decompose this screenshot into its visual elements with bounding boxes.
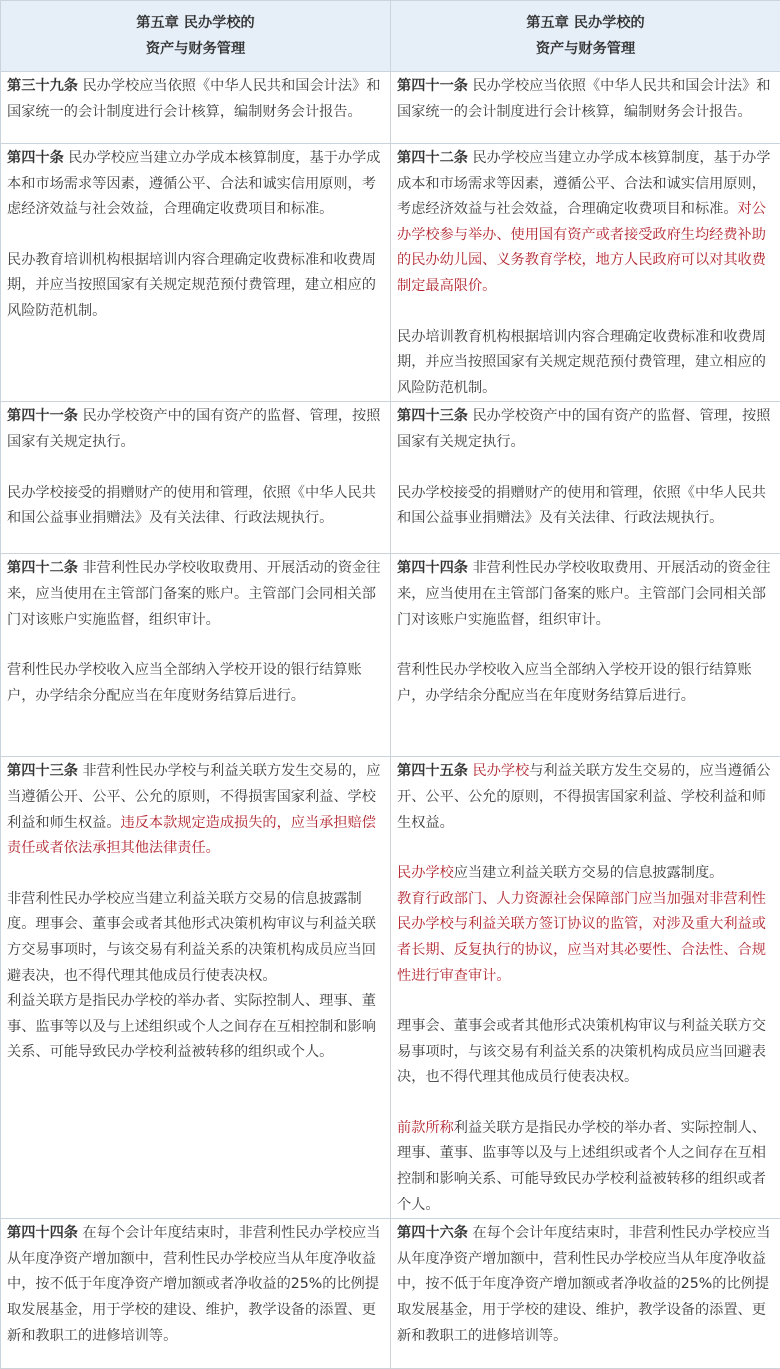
amended-text: 民办学校: [472, 763, 529, 779]
table-row: [1, 72, 780, 144]
article-text: 民办培训教育机构根据培训内容合理确定收费标准和收费周期，并应当按照国家有关规定规范预付费管理，建立相应的风险防范机制。: [397, 329, 766, 396]
article-number: 第四十四条: [397, 560, 468, 576]
article-number: 第四十一条: [397, 78, 468, 94]
article-number: 第四十三条: [397, 408, 468, 424]
old-heading-line-1: 第五章 民办学校的: [11, 10, 380, 36]
article-paragraph: [397, 1014, 774, 1091]
article-paragraph: [7, 989, 384, 1066]
article-text: 与利益关联方发生交易的，应当遵循公开、公平、公允的原则，不得损害国家利益、学校利益和师生权益。: [397, 763, 770, 830]
article-paragraph: [397, 146, 774, 300]
article-paragraph: [397, 404, 774, 455]
paragraph-gap: [397, 989, 774, 1014]
article-text: 在每个会计年度结束时，非营利性民办学校应当从年度净资产增加额中，营利性民办学校应当从年度净收益中，按不低于年度净资产增加额或者净收益的25%的比例提取发展基金，用于学校的建设、维护，教学设备的添置、更新和教职工的进修培训等。: [7, 1225, 380, 1343]
amended-text: 对公办学校参与举办、使用国有资产或者接受政府生均经费补助的民办幼儿园、义务教育学校，地方人民政府可以对其收费制定最高限价。: [397, 201, 766, 294]
table-row: [1, 1219, 780, 1369]
article-paragraph: [397, 861, 774, 887]
article-text: 民办学校应当建立办学成本核算制度，基于办学成本和市场需求等因素，遵循公平、合法和诚实信用原则，考虑经济效益与社会效益，合理确定收费项目和标准。: [7, 150, 380, 217]
new-version-heading: [391, 1, 780, 72]
article-text: 非营利性民办学校应当建立利益关联方交易的信息披露制度。理事会、董事会或者其他形式决策机构审议与利益关联方交易事项时，与该交易有利益关系的决策机构成员应当回避表决，也不得代理其他成员行使表决权。: [7, 891, 376, 984]
article-text: 营利性民办学校收入应当全部纳入学校开设的银行结算账户，办学结余分配应当在年度财务结算后进行。: [7, 662, 362, 704]
article-text: 民办教育培训机构根据培训内容合理确定收费标准和收费周期，并应当按照国家有关规定规范预付费管理，建立相应的风险防范机制。: [7, 252, 376, 319]
article-paragraph: [7, 481, 384, 532]
table-header-row: [1, 1, 780, 72]
article-paragraph: [7, 146, 384, 223]
paragraph-gap: [397, 456, 774, 481]
article-number: 第四十一条: [7, 408, 78, 424]
table-row: [1, 757, 780, 1219]
article-text: 在每个会计年度结束时，非营利性民办学校应当从年度净资产增加额中，营利性民办学校应当从年度净收益中，按不低于年度净资产增加额或者净收益的25%的比例提取发展基金，用于学校的建设、维护，教学设备的添置、更新和教职工的进修培训等。: [397, 1225, 770, 1343]
old-article-cell: [1, 144, 391, 402]
article-paragraph: [7, 1221, 384, 1349]
article-text: 利益关联方是指民办学校的举办者、实际控制人、理事、董事、监事等以及与上述组织或者个人之间存在互相控制和影响关系、可能导致民办学校利益被转移的组织或者个人。: [397, 1120, 766, 1213]
old-article-cell: [1, 554, 391, 757]
new-article-cell: [391, 554, 780, 757]
amended-text: 前款所称: [397, 1120, 454, 1136]
new-article-cell: [391, 1219, 780, 1369]
table-row: [1, 144, 780, 402]
paragraph-gap: [7, 633, 384, 658]
article-text: 利益关联方是指民办学校的举办者、实际控制人、理事、董事、监事等以及与上述组织或个人之间存在互相控制和影响关系、可能导致民办学校利益被转移的组织或个人。: [7, 993, 376, 1060]
new-article-cell: [391, 144, 780, 402]
article-paragraph: [7, 556, 384, 633]
article-paragraph: [397, 1221, 774, 1349]
article-text: 民办学校资产中的国有资产的监督、管理，按照国家有关规定执行。: [7, 408, 380, 450]
paragraph-gap: [7, 862, 384, 887]
article-text: 应当建立利益关联方交易的信息披露制度。: [454, 865, 724, 881]
old-heading-line-2: 资产与财务管理: [11, 36, 380, 62]
article-number: 第四十五条: [397, 763, 468, 779]
paragraph-gap: [397, 300, 774, 325]
article-text: 非营利性民办学校收取费用、开展活动的资金往来，应当使用在主管部门备案的账户。主管部门会同相关部门对该账户实施监督，组织审计。: [7, 560, 380, 627]
old-article-cell: [1, 1219, 391, 1369]
new-article-cell: [391, 402, 780, 554]
table-row: [1, 402, 780, 554]
new-article-cell: [391, 72, 780, 144]
article-text: 民办学校资产中的国有资产的监督、管理，按照国家有关规定执行。: [397, 408, 770, 450]
article-paragraph: [7, 74, 384, 125]
paragraph-gap: [7, 223, 384, 248]
article-paragraph: [397, 887, 774, 989]
new-heading-line-2: 资产与财务管理: [401, 36, 770, 62]
article-text: 民办学校接受的捐赠财产的使用和管理，依照《中华人民共和国公益事业捐赠法》及有关法律、行政法规执行。: [7, 485, 376, 527]
article-paragraph: [397, 759, 774, 836]
article-number: 第四十二条: [7, 560, 78, 576]
old-version-heading: [1, 1, 391, 72]
article-number: 第四十四条: [7, 1225, 78, 1241]
amended-text: 教育行政部门、人力资源社会保障部门应当加强对非营利性民办学校与利益关联方签订协议的监管，对涉及重大利益或者长期、反复执行的协议，应当对其必要性、合法性、合规性进行审查审计。: [397, 891, 766, 984]
article-text: 民办学校应当依照《中华人民共和国会计法》和国家统一的会计制度进行会计核算，编制财务会计报告。: [397, 78, 770, 120]
article-paragraph: [7, 248, 384, 325]
paragraph-gap: [397, 633, 774, 658]
old-article-cell: [1, 757, 391, 1219]
article-number: 第四十二条: [397, 150, 468, 166]
article-text: 民办学校应当依照《中华人民共和国会计法》和国家统一的会计制度进行会计核算，编制财务会计报告。: [7, 78, 380, 120]
old-article-cell: [1, 402, 391, 554]
article-number: 第四十六条: [397, 1225, 468, 1241]
article-text: 非营利性民办学校与利益关联方发生交易的，应当遵循公开、公平、公允的原则，不得损害国家利益、学校利益和师生权益。: [7, 763, 380, 830]
table-row: [1, 554, 780, 757]
article-text: 民办学校应当建立办学成本核算制度，基于办学成本和市场需求等因素，遵循公平、合法和诚实信用原则，考虑经济效益与社会效益，合理确定收费项目和标准。: [397, 150, 770, 217]
article-paragraph: [397, 481, 774, 532]
article-text: 非营利性民办学校收取费用、开展活动的资金往来，应当使用在主管部门备案的账户。主管部门会同相关部门对该账户实施监督，组织审计。: [397, 560, 770, 627]
new-heading-line-1: 第五章 民办学校的: [401, 10, 770, 36]
new-article-cell: [391, 757, 780, 1219]
amended-text: 违反本款规定造成损失的，应当承担赔偿责任或者依法承担其他法律责任。: [7, 815, 376, 857]
article-number: 第四十条: [7, 150, 64, 166]
paragraph-gap: [7, 456, 384, 481]
article-paragraph: [7, 404, 384, 455]
article-number: 第三十九条: [7, 78, 78, 94]
article-paragraph: [397, 658, 774, 709]
article-text: 营利性民办学校收入应当全部纳入学校开设的银行结算账户，办学结余分配应当在年度财务结算后进行。: [397, 662, 752, 704]
article-paragraph: [7, 887, 384, 989]
amended-text: 民办学校: [397, 865, 454, 881]
article-paragraph: [397, 556, 774, 633]
article-paragraph: [7, 759, 384, 861]
article-paragraph: [397, 325, 774, 402]
article-text: 民办学校接受的捐赠财产的使用和管理，依照《中华人民共和国公益事业捐赠法》及有关法律、行政法规执行。: [397, 485, 766, 527]
paragraph-gap: [397, 1091, 774, 1116]
article-paragraph: [7, 658, 384, 709]
article-paragraph: [397, 1116, 774, 1218]
article-paragraph: [397, 74, 774, 125]
paragraph-gap: [397, 836, 774, 861]
old-article-cell: [1, 72, 391, 144]
article-number: 第四十三条: [7, 763, 78, 779]
article-text: 理事会、董事会或者其他形式决策机构审议与利益关联方交易事项时，与该交易有利益关系的决策机构成员应当回避表决，也不得代理其他成员行使表决权。: [397, 1018, 766, 1085]
